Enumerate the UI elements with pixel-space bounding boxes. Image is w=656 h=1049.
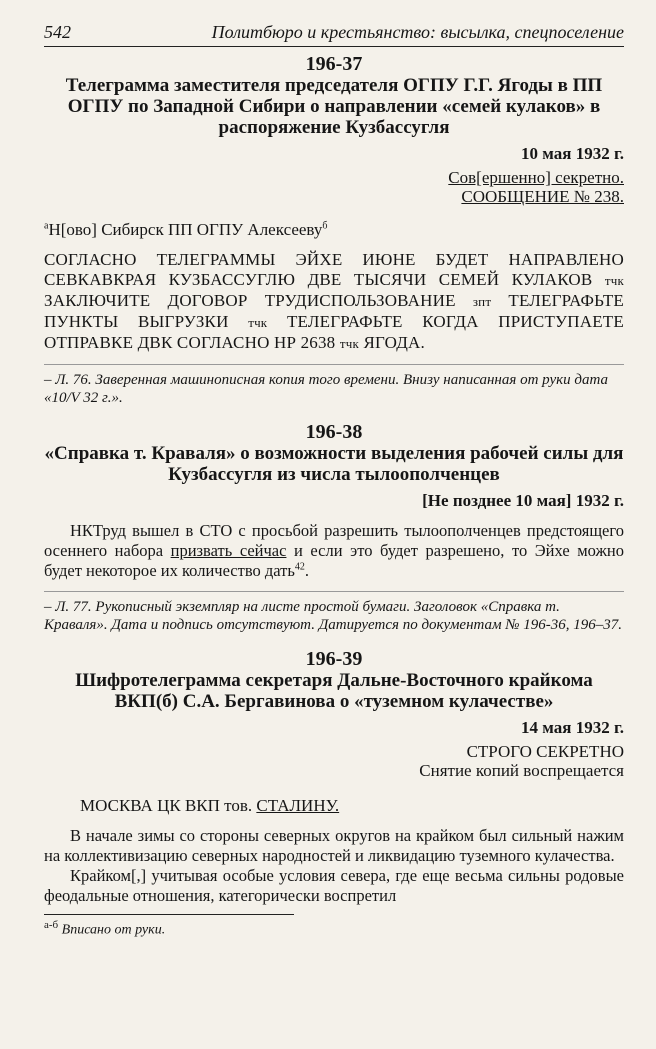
body-paragraph-1: В начале зимы со стороны северных округов на крайком был сильный нажим на коллективизацию северных народностей и ликвидацию туземного кулачества. xyxy=(44,826,624,865)
addressee-37 xyxy=(44,220,624,240)
addressee-text: Н[ово] Сибирск ПП ОГПУ Алексееву xyxy=(48,220,323,239)
doc-date-38: [Не позднее 10 мая] 1932 г. xyxy=(422,491,624,510)
footnote-mark-b: б xyxy=(322,220,328,232)
text-part: и если это будет разрешено, то Эйхе можно будет некоторое их количество дать xyxy=(44,541,624,580)
secrecy-stamp: СТРОГО СЕКРЕТНО xyxy=(466,742,624,761)
doc-number-37: 196-37 xyxy=(305,53,363,75)
doc-date-37: 10 мая 1932 г. xyxy=(521,144,624,163)
footnote-text: Вписано от руки. xyxy=(61,922,166,938)
running-header xyxy=(44,22,624,47)
doc-number-39: 196-39 xyxy=(305,648,363,670)
message-number: СООБЩЕНИЕ № 238. xyxy=(461,187,624,206)
telegram-part: СОГЛАСНО ТЕЛЕГРАММЫ ЭЙХЕ ИЮНЕ БУДЕТ НАПРАВЛЕНО СЕВКАВКРАЯ КУЗБАССУГЛЮ ДВЕ ТЫСЯЧИ СЕМЕЙ КУЛАКОВ xyxy=(44,250,624,289)
text-part: НКТруд вышел в СТО с просьбой разрешить тылоополченцев предстоящего осеннего набора xyxy=(44,521,624,560)
body-paragraph-2: Крайком[,] учитывая особые условия севера, где еще весьма сильны родовые феодальные отношения, категорически воспретил xyxy=(44,866,624,905)
footnote-ref-42: 42 xyxy=(294,561,305,573)
telegram-punct: зпт xyxy=(472,294,492,309)
page-number: 542 xyxy=(44,22,71,42)
telegram-punct: тчк xyxy=(248,315,268,330)
telegram-part: ЗАКЛЮЧИТЕ ДОГОВОР ТРУДИСПОЛЬЗОВАНИЕ xyxy=(44,291,456,310)
archival-note-38: – Л. 77. Рукописный экземпляр на листе простой бумаги. Заголовок «Справка т. Краваля». Дата и подпись отсутствуют. Датируется по документам № 196-36, 196–37. xyxy=(44,591,624,634)
telegram-part: ТЕЛЕГРАФЬТЕ КОГДА ПРИСТУПАЕТЕ ОТПРАВКЕ ДВК СОГЛАСНО НР 2638 xyxy=(44,312,624,352)
secrecy-stamp: Сов[ершенно] секретно. xyxy=(448,168,624,187)
footnote-mark-a: а xyxy=(44,220,49,232)
telegram-text-37 xyxy=(44,250,624,354)
doc-title-39: Шифротелеграмма секретаря Дальне-Восточного крайкома ВКП(б) С.А. Бергавинова о «туземном кулачестве» xyxy=(75,670,593,712)
address-line-39 xyxy=(80,796,624,816)
address-prefix: МОСКВА ЦК ВКП тов. xyxy=(80,796,253,815)
telegram-punct: тчк xyxy=(604,273,624,288)
footnote xyxy=(44,919,624,939)
running-title: Политбюро и крестьянство: высылка, спецпоселение xyxy=(211,22,624,42)
address-name: СТАЛИНУ. xyxy=(256,796,340,815)
doc-date-39: 14 мая 1932 г. xyxy=(521,718,624,737)
underlined-phrase: призвать сейчас xyxy=(170,541,287,560)
classification-37 xyxy=(44,168,624,206)
telegram-punct: тчк xyxy=(339,336,359,351)
text-part: . xyxy=(304,561,310,580)
copy-prohibition: Снятие копий воспрещается xyxy=(419,761,624,780)
page xyxy=(44,22,624,939)
doc-number-38: 196-38 xyxy=(305,421,363,443)
archival-note-37: – Л. 76. Заверенная машинописная копия того времени. Внизу написанная от руки дата «10/V 32 г.». xyxy=(44,364,624,407)
doc-title-37: Телеграмма заместителя председателя ОГПУ Г.Г. Ягоды в ПП ОГПУ по Западной Сибири о направлении «семей кулаков» в распоряжение Кузбассугля xyxy=(65,75,603,138)
telegram-part: ТЕЛЕГРАФЬТЕ ПУНКТЫ ВЫГРУЗКИ xyxy=(44,291,625,331)
classification-39 xyxy=(44,742,624,780)
footnote-divider xyxy=(44,914,294,915)
body-text-38 xyxy=(44,521,624,581)
telegram-part: ЯГОДА. xyxy=(363,333,425,352)
footnote-marker: а-б xyxy=(44,919,59,931)
doc-title-38: «Справка т. Краваля» о возможности выделения рабочей силы для Кузбассугля из числа тылоополченцев xyxy=(44,443,624,485)
